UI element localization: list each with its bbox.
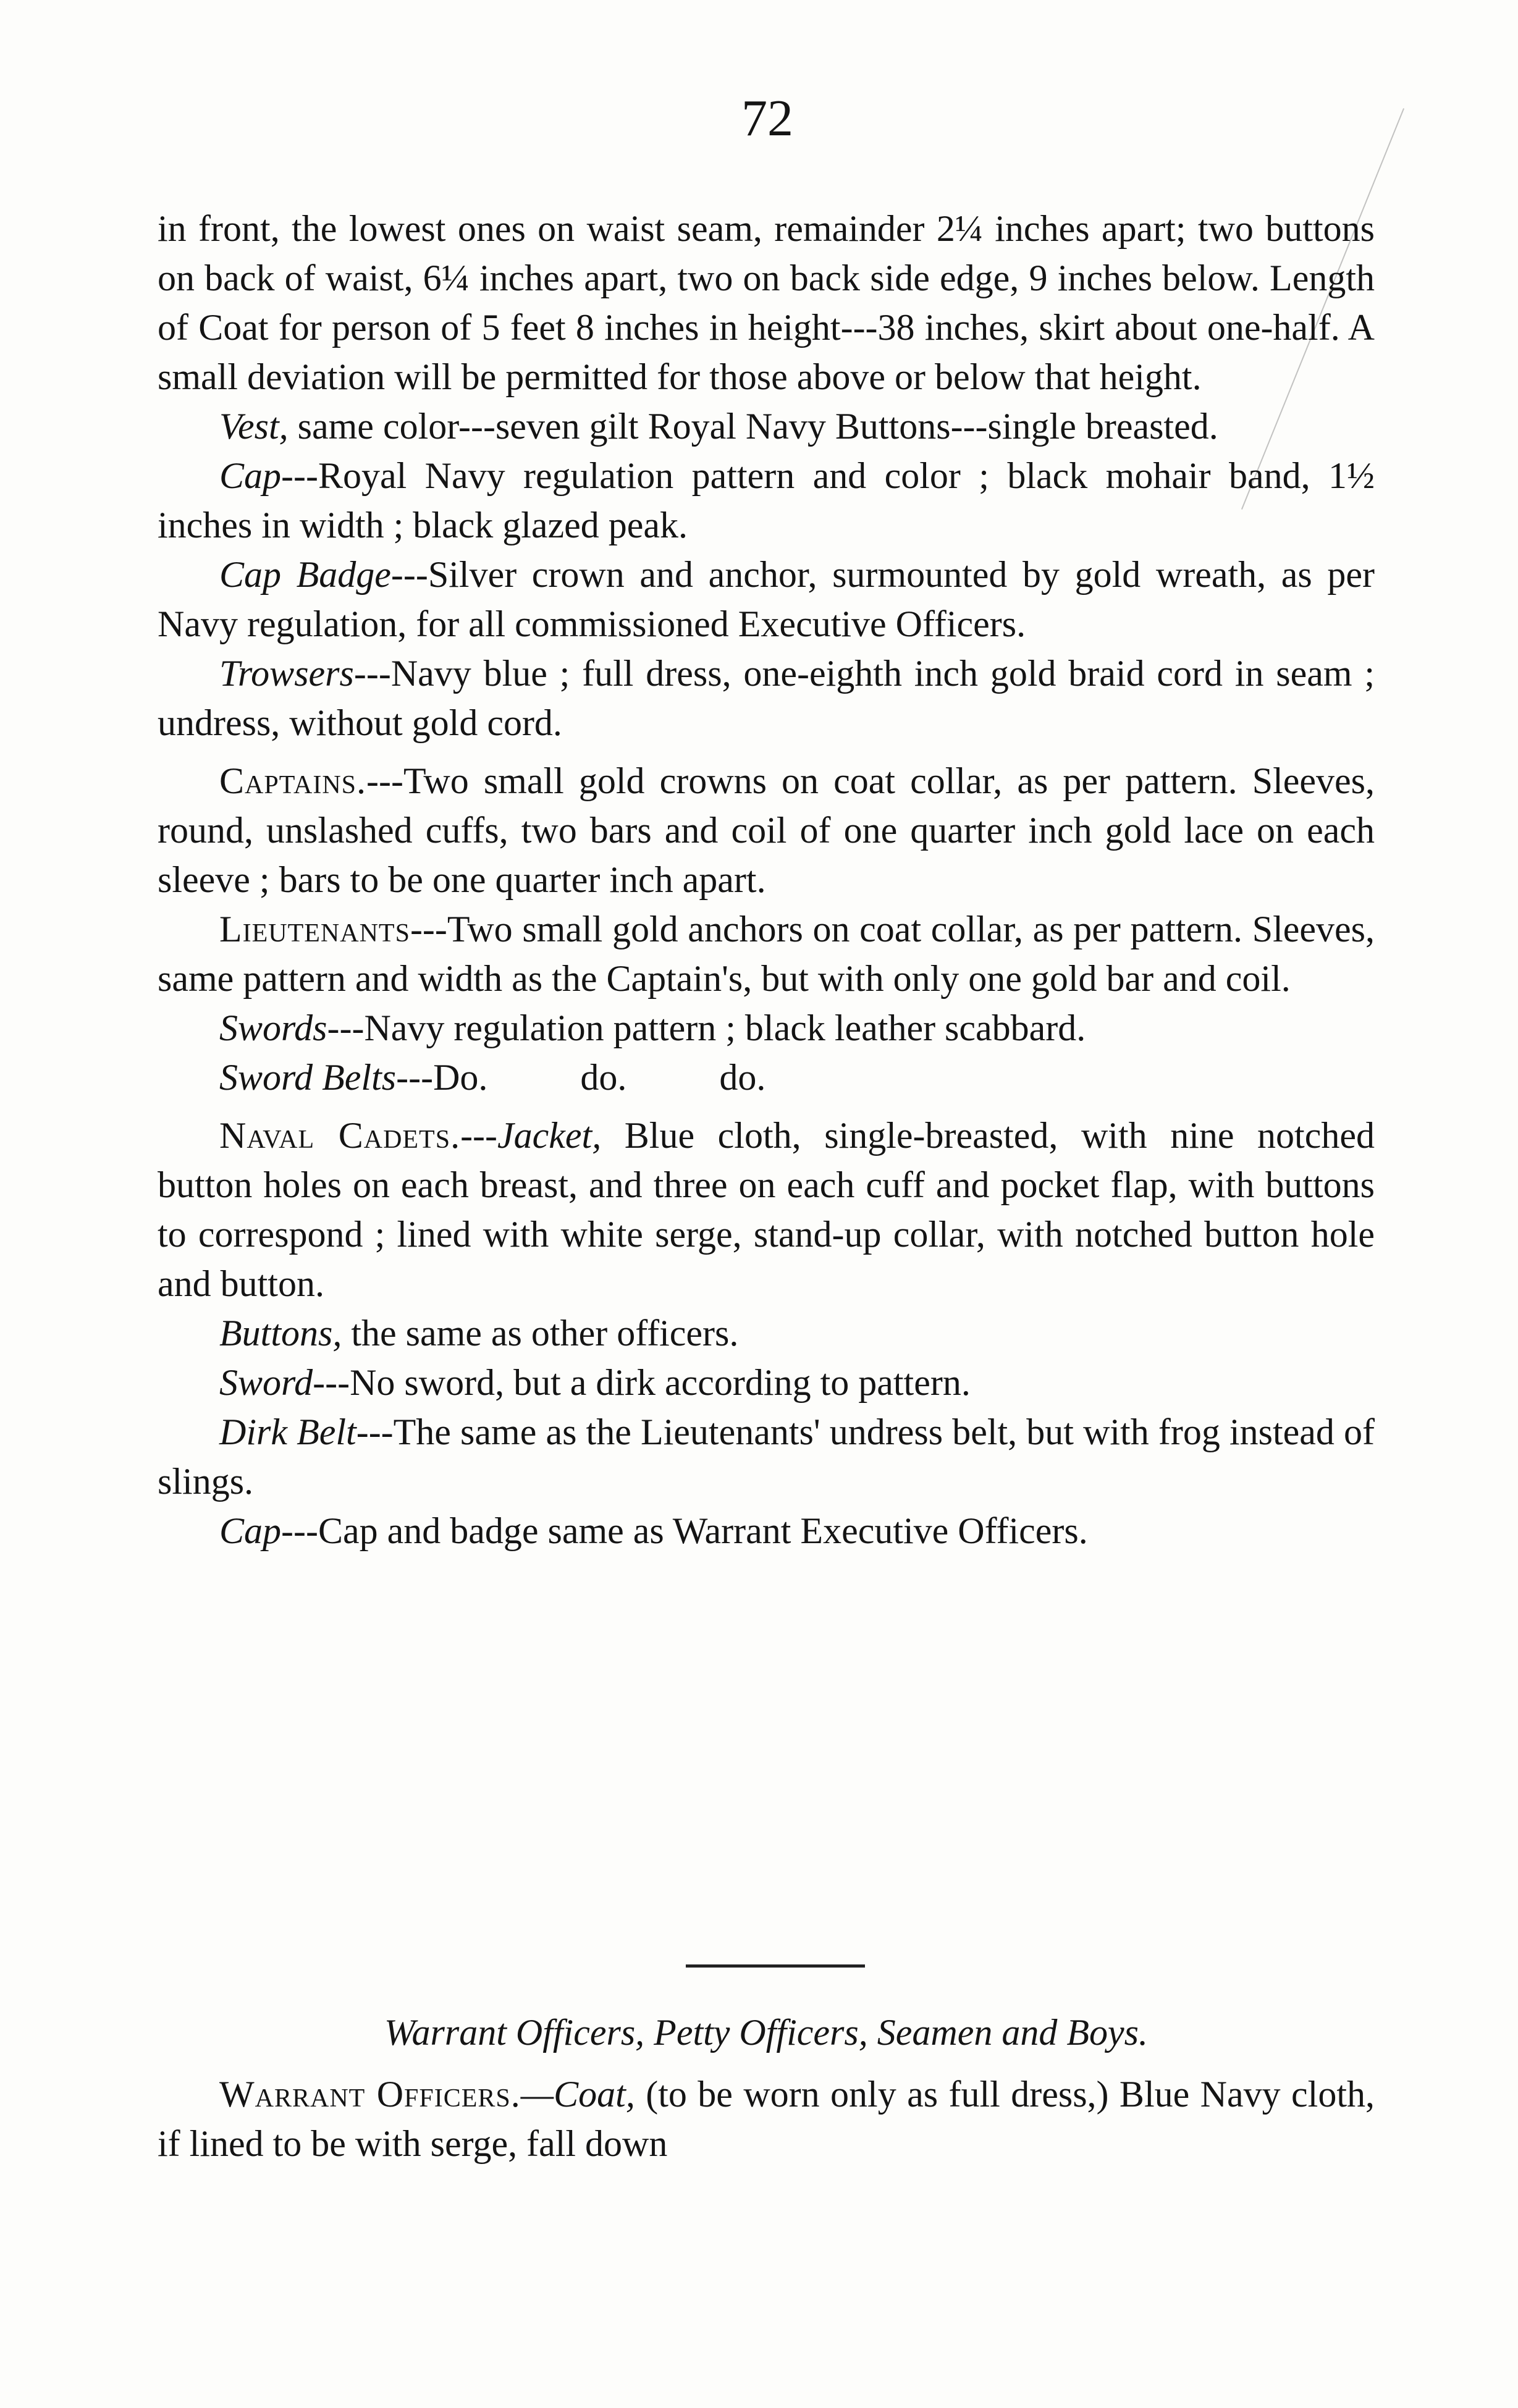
paragraph-coat-continuation: [158, 204, 1375, 402]
paragraph-body: ---Royal Navy regulation pattern and color ; black mohair band, 1½ inches in width ; black glazed peak.: [158, 455, 1375, 545]
paragraph-lead: Swords: [219, 1008, 327, 1048]
paragraph-lead-2: ---Jacket,: [460, 1115, 602, 1156]
paragraph-lead: Naval Cadets.: [219, 1115, 461, 1156]
paragraph-swords: [158, 1003, 1375, 1053]
paragraph-vest: [158, 402, 1375, 451]
paragraph-body: ---Navy regulation pattern ; black leather scabbard.: [327, 1008, 1086, 1048]
paragraph-dirk-belt: [158, 1407, 1375, 1506]
paragraph-captains: [158, 756, 1375, 904]
paragraph-body: ---No sword, but a dirk according to pattern.: [313, 1362, 971, 1403]
paragraph-body: ---Navy blue ; full dress, one-eighth inch gold braid cord in seam ; undress, without gold cord.: [158, 653, 1375, 743]
section-divider: [686, 1964, 865, 1968]
paragraph-lead: Sword Belts: [219, 1057, 397, 1098]
paragraph-naval-cadets: [158, 1111, 1375, 1308]
paragraph-lead: Buttons,: [219, 1313, 342, 1353]
paragraph-warrant-officers: [158, 2069, 1375, 2168]
paragraph-body: ---Silver crown and anchor, surmounted by gold wreath, as per Navy regulation, for all commissioned Executive Officers.: [158, 554, 1375, 644]
paragraph-body: Blue cloth, single-breasted, with nine notched button holes on each breast, and three on each cuff and pocket flap, with buttons to correspond ; lined with white serge, stand-up collar, with notched button hole and button.: [158, 1115, 1375, 1304]
paragraph-lead: Cap: [219, 1510, 282, 1551]
paragraph-lead: Cap Badge: [219, 554, 391, 595]
paragraph-sword: [158, 1358, 1375, 1407]
paragraph-body: ---Two small gold anchors on coat collar, as per pattern. Sleeves, same pattern and width as the Captain's, but with only one gold bar and coil.: [158, 909, 1375, 999]
paragraph-lead: Sword: [219, 1362, 313, 1403]
paragraph-lead: Lieutenants: [219, 909, 410, 949]
paragraph-body: ---Two small gold crowns on coat collar, as per pattern. Sleeves, round, unslashed cuffs, two bars and coil of one quarter inch gold lace on each sleeve ; bars to be one quarter inch apart.: [158, 760, 1375, 900]
paragraph-trowsers: [158, 649, 1375, 747]
paragraph-body: (to be worn only as full dress,) Blue Navy cloth, if lined to be with serge, fall down: [158, 2074, 1375, 2164]
paragraph-lead: Cap: [219, 455, 282, 496]
paragraph-body: the same as other officers.: [342, 1313, 739, 1353]
paragraph-lead-2: —Coat,: [520, 2074, 635, 2115]
paragraph-lead: Dirk Belt: [219, 1412, 356, 1452]
section-heading: Warrant Officers, Petty Officers, Seamen and Boys.: [384, 2012, 1148, 2053]
paragraph-lead: Trowsers: [219, 653, 354, 694]
paragraph-cadet-cap: [158, 1506, 1375, 1556]
paragraph-lead: Warrant Officers.: [219, 2074, 521, 2115]
paragraph-lieutenants: [158, 904, 1375, 1003]
paragraph-cap: [158, 451, 1375, 550]
paragraph-buttons: [158, 1308, 1375, 1358]
page-number: 72: [741, 90, 793, 147]
paragraph-cap-badge: [158, 550, 1375, 649]
paragraph-sword-belts: [158, 1053, 1375, 1102]
paragraph-body: ---The same as the Lieutenants' undress belt, but with frog instead of slings.: [158, 1412, 1375, 1502]
paragraph-body: ---Cap and badge same as Warrant Executive Officers.: [281, 1510, 1088, 1551]
paragraph-lead: Captains.: [219, 760, 367, 801]
paragraph-body: in front, the lowest ones on waist seam, remainder 2¼ inches apart; two buttons on back of waist, 6¼ inches apart, two on back side edge, 9 inches below. Length of Coat for person of 5 feet 8 inches in height---38 inches, skirt about one-half. A small deviation will be permitted for those above or below that height.: [158, 208, 1375, 397]
paragraph-lead: Vest,: [219, 406, 289, 447]
paragraph-body: ---Do. do. do.: [396, 1057, 766, 1098]
final-text: [158, 2069, 1375, 2168]
paragraph-body: same color---seven gilt Royal Navy Buttons---single breasted.: [288, 406, 1218, 447]
body-text: [158, 204, 1375, 1556]
